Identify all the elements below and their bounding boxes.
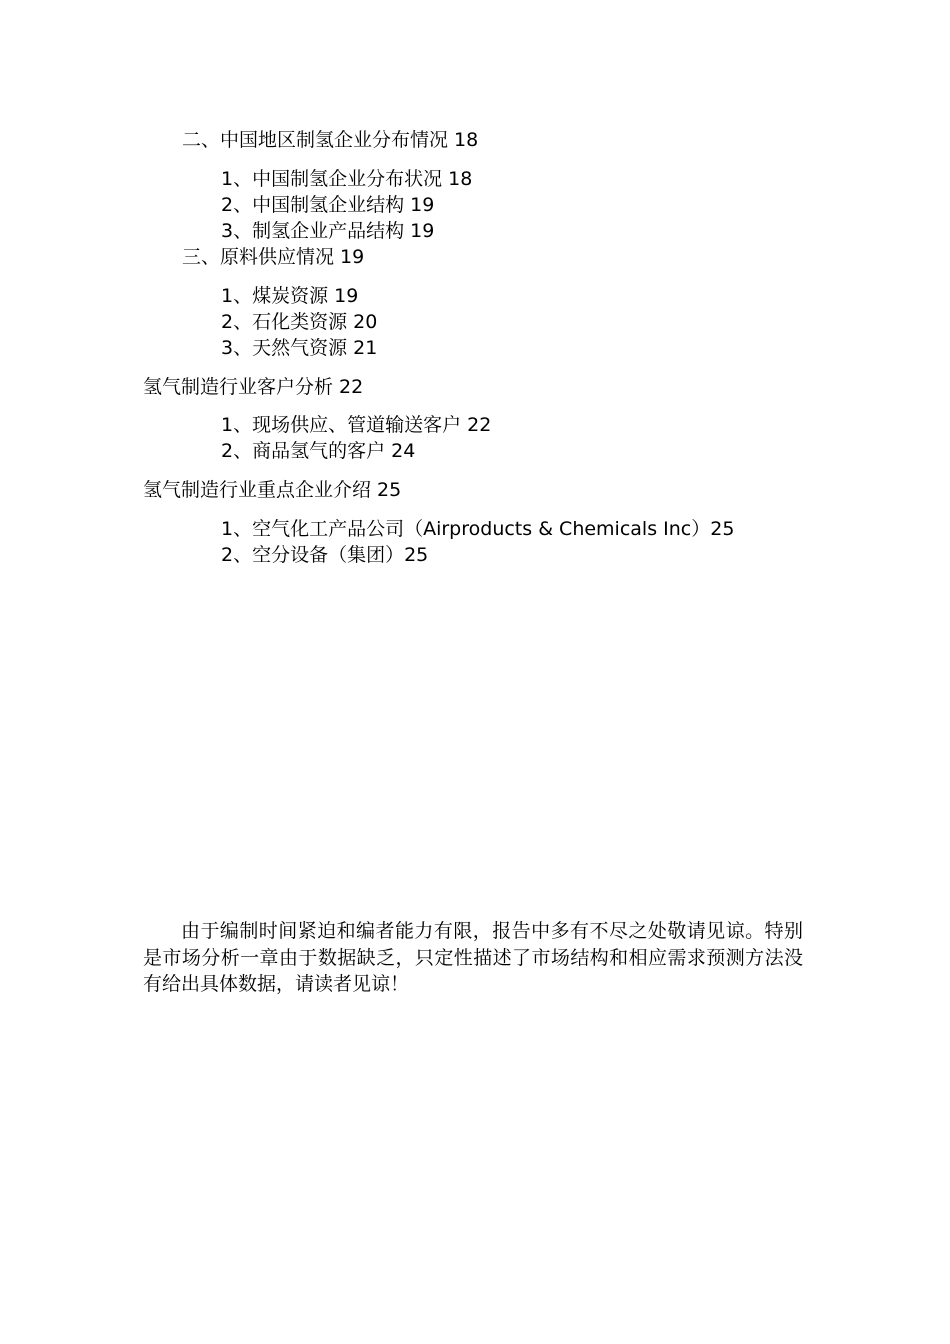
toc-item[interactable]: 1、中国制氢企业分布状况 18 [221, 168, 473, 190]
toc-section-heading[interactable]: 二、中国地区制氢企业分布情况 18 [182, 129, 479, 151]
toc-chapter-heading[interactable]: 氢气制造行业重点企业介绍 25 [143, 479, 402, 501]
toc-item[interactable]: 3、天然气资源 21 [221, 337, 378, 359]
toc-item[interactable]: 2、商品氢气的客户 24 [221, 440, 416, 462]
toc-item[interactable]: 2、中国制氢企业结构 19 [221, 194, 435, 216]
toc-section-heading[interactable]: 三、原料供应情况 19 [182, 246, 365, 268]
toc-item[interactable]: 1、现场供应、管道输送客户 22 [221, 414, 492, 436]
toc-item[interactable]: 1、煤炭资源 19 [221, 285, 359, 307]
toc-item[interactable]: 3、制氢企业产品结构 19 [221, 220, 435, 242]
toc-item[interactable]: 2、空分设备（集团）25 [221, 544, 429, 566]
toc-chapter-heading[interactable]: 氢气制造行业客户分析 22 [143, 376, 364, 398]
toc-item[interactable]: 2、石化类资源 20 [221, 311, 378, 333]
toc-item[interactable]: 1、空气化工产品公司（Airproducts & Chemicals Inc）25 [221, 518, 735, 540]
disclaimer-paragraph: 由于编制时间紧迫和编者能力有限，报告中多有不尽之处敬请见谅。特别是市场分析一章由于数据缺乏，只定性描述了市场结构和相应需求预测方法没有给出具体数据，请读者见谅！ [143, 920, 803, 995]
